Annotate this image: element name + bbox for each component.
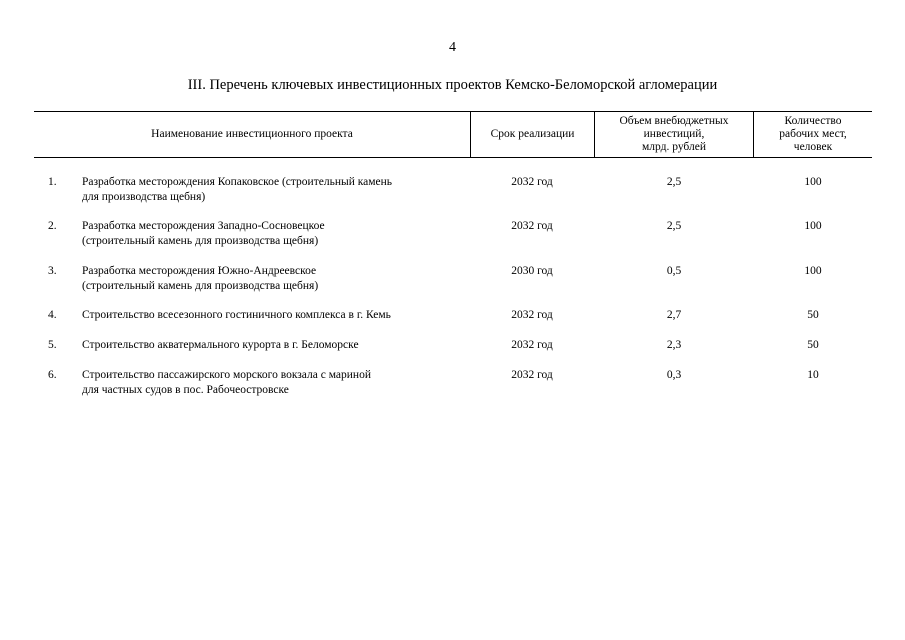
row-jobs: 100 (804, 265, 822, 277)
row-term: 2032 год (511, 220, 553, 232)
row-number: 5. (48, 339, 57, 351)
row-project-name-line: для производства щебня) (82, 191, 206, 203)
row-number: 1. (48, 176, 57, 188)
header-jobs-line: рабочих мест, (779, 128, 847, 140)
row-investment: 2,5 (666, 176, 682, 188)
row-investment: 2,5 (666, 220, 682, 232)
header-investment-line: инвестиций, (643, 128, 705, 140)
row-term: 2032 год (511, 309, 553, 321)
header-investment-line: млрд. рублей (642, 141, 706, 153)
header-project-name: Наименование инвестиционного проекта (34, 112, 471, 157)
row-project-name-line: Разработка месторождения Южно-Андреевское (82, 265, 317, 277)
row-jobs: 50 (807, 309, 819, 321)
header-investment-line: Объем внебюджетных (619, 115, 729, 127)
row-project-name-line: Разработка месторождения Копаковское (строительный камень (82, 176, 393, 188)
row-term: 2030 год (511, 265, 553, 277)
row-project-name-line: Строительство всесезонного гостиничного комплекса в г. Кемь (82, 309, 391, 321)
header-jobs (754, 112, 872, 157)
row-number: 3. (48, 265, 57, 277)
row-project-name (82, 264, 462, 294)
row-project-name-line: (строительный камень для производства щебня) (82, 235, 319, 247)
row-project-name-line: для частных судов в пос. Рабочеостровске (82, 384, 289, 396)
row-number: 4. (48, 309, 57, 321)
row-jobs: 100 (804, 220, 822, 232)
row-investment: 0,3 (666, 369, 682, 381)
row-number: 2. (48, 220, 57, 232)
row-project-name-line: Разработка месторождения Западно-Сосновецкое (82, 220, 325, 232)
header-investment (595, 112, 754, 157)
row-project-name (82, 368, 462, 398)
row-project-name-line: Строительство пассажирского морского вокзала с мариной (82, 369, 371, 381)
row-term: 2032 год (511, 339, 553, 351)
row-term: 2032 год (511, 176, 553, 188)
row-jobs: 100 (804, 176, 822, 188)
projects-table (34, 111, 872, 396)
row-investment: 2,3 (666, 339, 682, 351)
row-project-name (82, 219, 462, 249)
table-header (34, 111, 872, 158)
header-term: Срок реализации (471, 112, 595, 157)
row-jobs: 10 (807, 369, 819, 381)
row-jobs: 50 (807, 339, 819, 351)
row-number: 6. (48, 369, 57, 381)
row-project-name (82, 175, 462, 205)
row-investment: 0,5 (666, 265, 682, 277)
row-project-name (82, 338, 462, 353)
page-number: 4 (449, 40, 456, 55)
document-title: III. Перечень ключевых инвестиционных проектов Кемско-Беломорской агломерации (187, 77, 718, 93)
row-investment: 2,7 (666, 309, 682, 321)
row-term: 2032 год (511, 369, 553, 381)
header-jobs-line: Количество (784, 115, 842, 127)
row-project-name-line: (строительный камень для производства щебня) (82, 280, 319, 292)
header-jobs-line: человек (793, 141, 833, 153)
row-project-name-line: Строительство акватермального курорта в г. Беломорске (82, 339, 359, 351)
row-project-name (82, 308, 462, 323)
